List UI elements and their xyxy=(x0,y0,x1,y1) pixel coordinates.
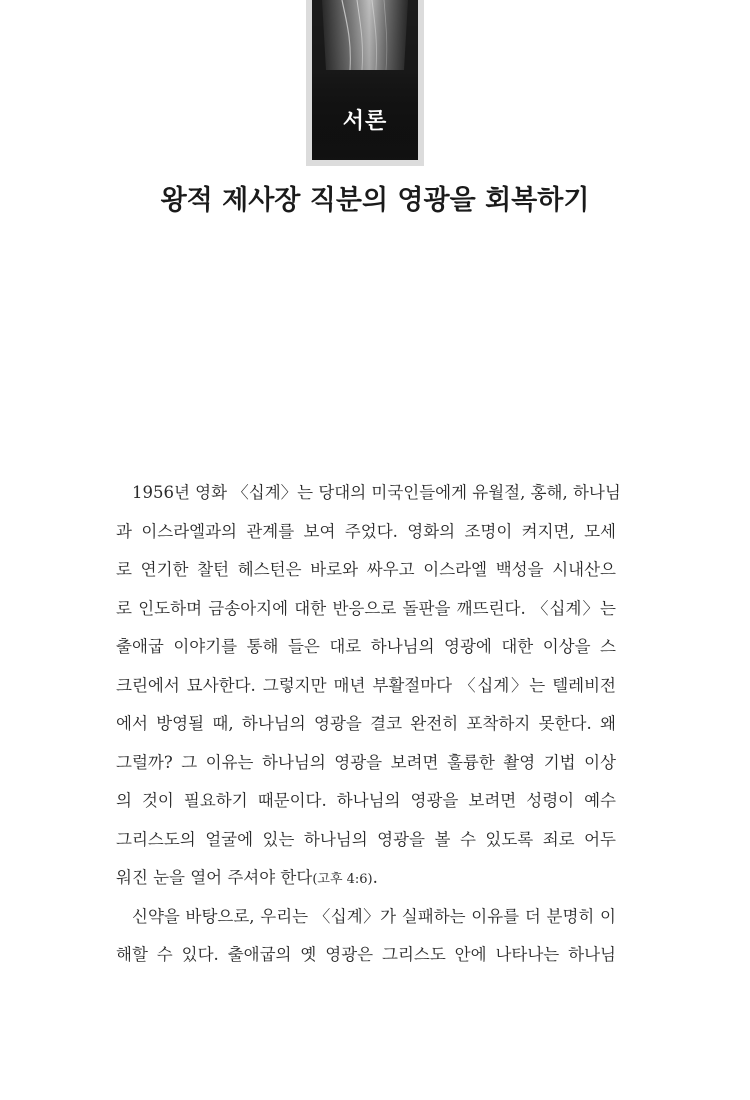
text-segment: 워진 눈을 열어 주셔야 한다 xyxy=(116,868,313,887)
text-line: 출애굽 이야기를 통해 들은 대로 하나님의 영광에 대한 이상을 스 xyxy=(116,637,616,656)
text-segment: . xyxy=(372,868,378,887)
text-line: 1956년 영화 〈십계〉는 당대의 미국인들에게 유월절, 홍해, 하나님 xyxy=(132,483,621,502)
chapter-banner-frame xyxy=(312,0,418,160)
text-line: 해할 수 있다. 출애굽의 옛 영광은 그리스도 안에 나타나는 하나님 xyxy=(116,945,616,964)
text-line: 의 것이 필요하기 때문이다. 하나님의 영광을 보려면 성령이 예수 xyxy=(116,791,616,810)
text-line: 그럴까? 그 이유는 하나님의 영광을 보려면 훌륭한 촬영 기법 이상 xyxy=(116,752,616,772)
body-text xyxy=(116,474,621,975)
text-line: 그리스도의 얼굴에 있는 하나님의 영광을 볼 수 있도록 죄로 어두 xyxy=(116,829,616,849)
text-line: 에서 방영될 때, 하나님의 영광을 결코 완전히 포착하지 못한다. 왜 xyxy=(116,714,616,733)
text-line: 신약을 바탕으로, 우리는 〈십계〉가 실패하는 이유를 더 분명히 이 xyxy=(132,906,616,926)
chapter-banner xyxy=(306,0,424,166)
paragraph-2 xyxy=(116,898,616,975)
page-title: 왕적 제사장 직분의 영광을 회복하기 xyxy=(160,185,590,216)
text-line xyxy=(116,859,616,898)
section-label: 서론 xyxy=(342,109,388,134)
text-line: 로 연기한 찰턴 헤스턴은 바로와 싸우고 이스라엘 백성을 시내산으 xyxy=(116,560,616,579)
text-line: 과 이스라엘과의 관계를 보여 주었다. 영화의 조명이 켜지면, 모세 xyxy=(116,521,616,541)
text-line: 로 인도하며 금송아지에 대한 반응으로 돌판을 깨뜨린다. 〈십계〉는 xyxy=(116,598,616,618)
paragraph-1 xyxy=(116,474,621,898)
text-line: 크린에서 묘사한다. 그렇지만 매년 부활절마다 〈십계〉는 텔레비전 xyxy=(116,675,616,695)
banner-photo-image xyxy=(312,0,418,160)
scripture-citation: (고후 4:6) xyxy=(312,872,373,887)
